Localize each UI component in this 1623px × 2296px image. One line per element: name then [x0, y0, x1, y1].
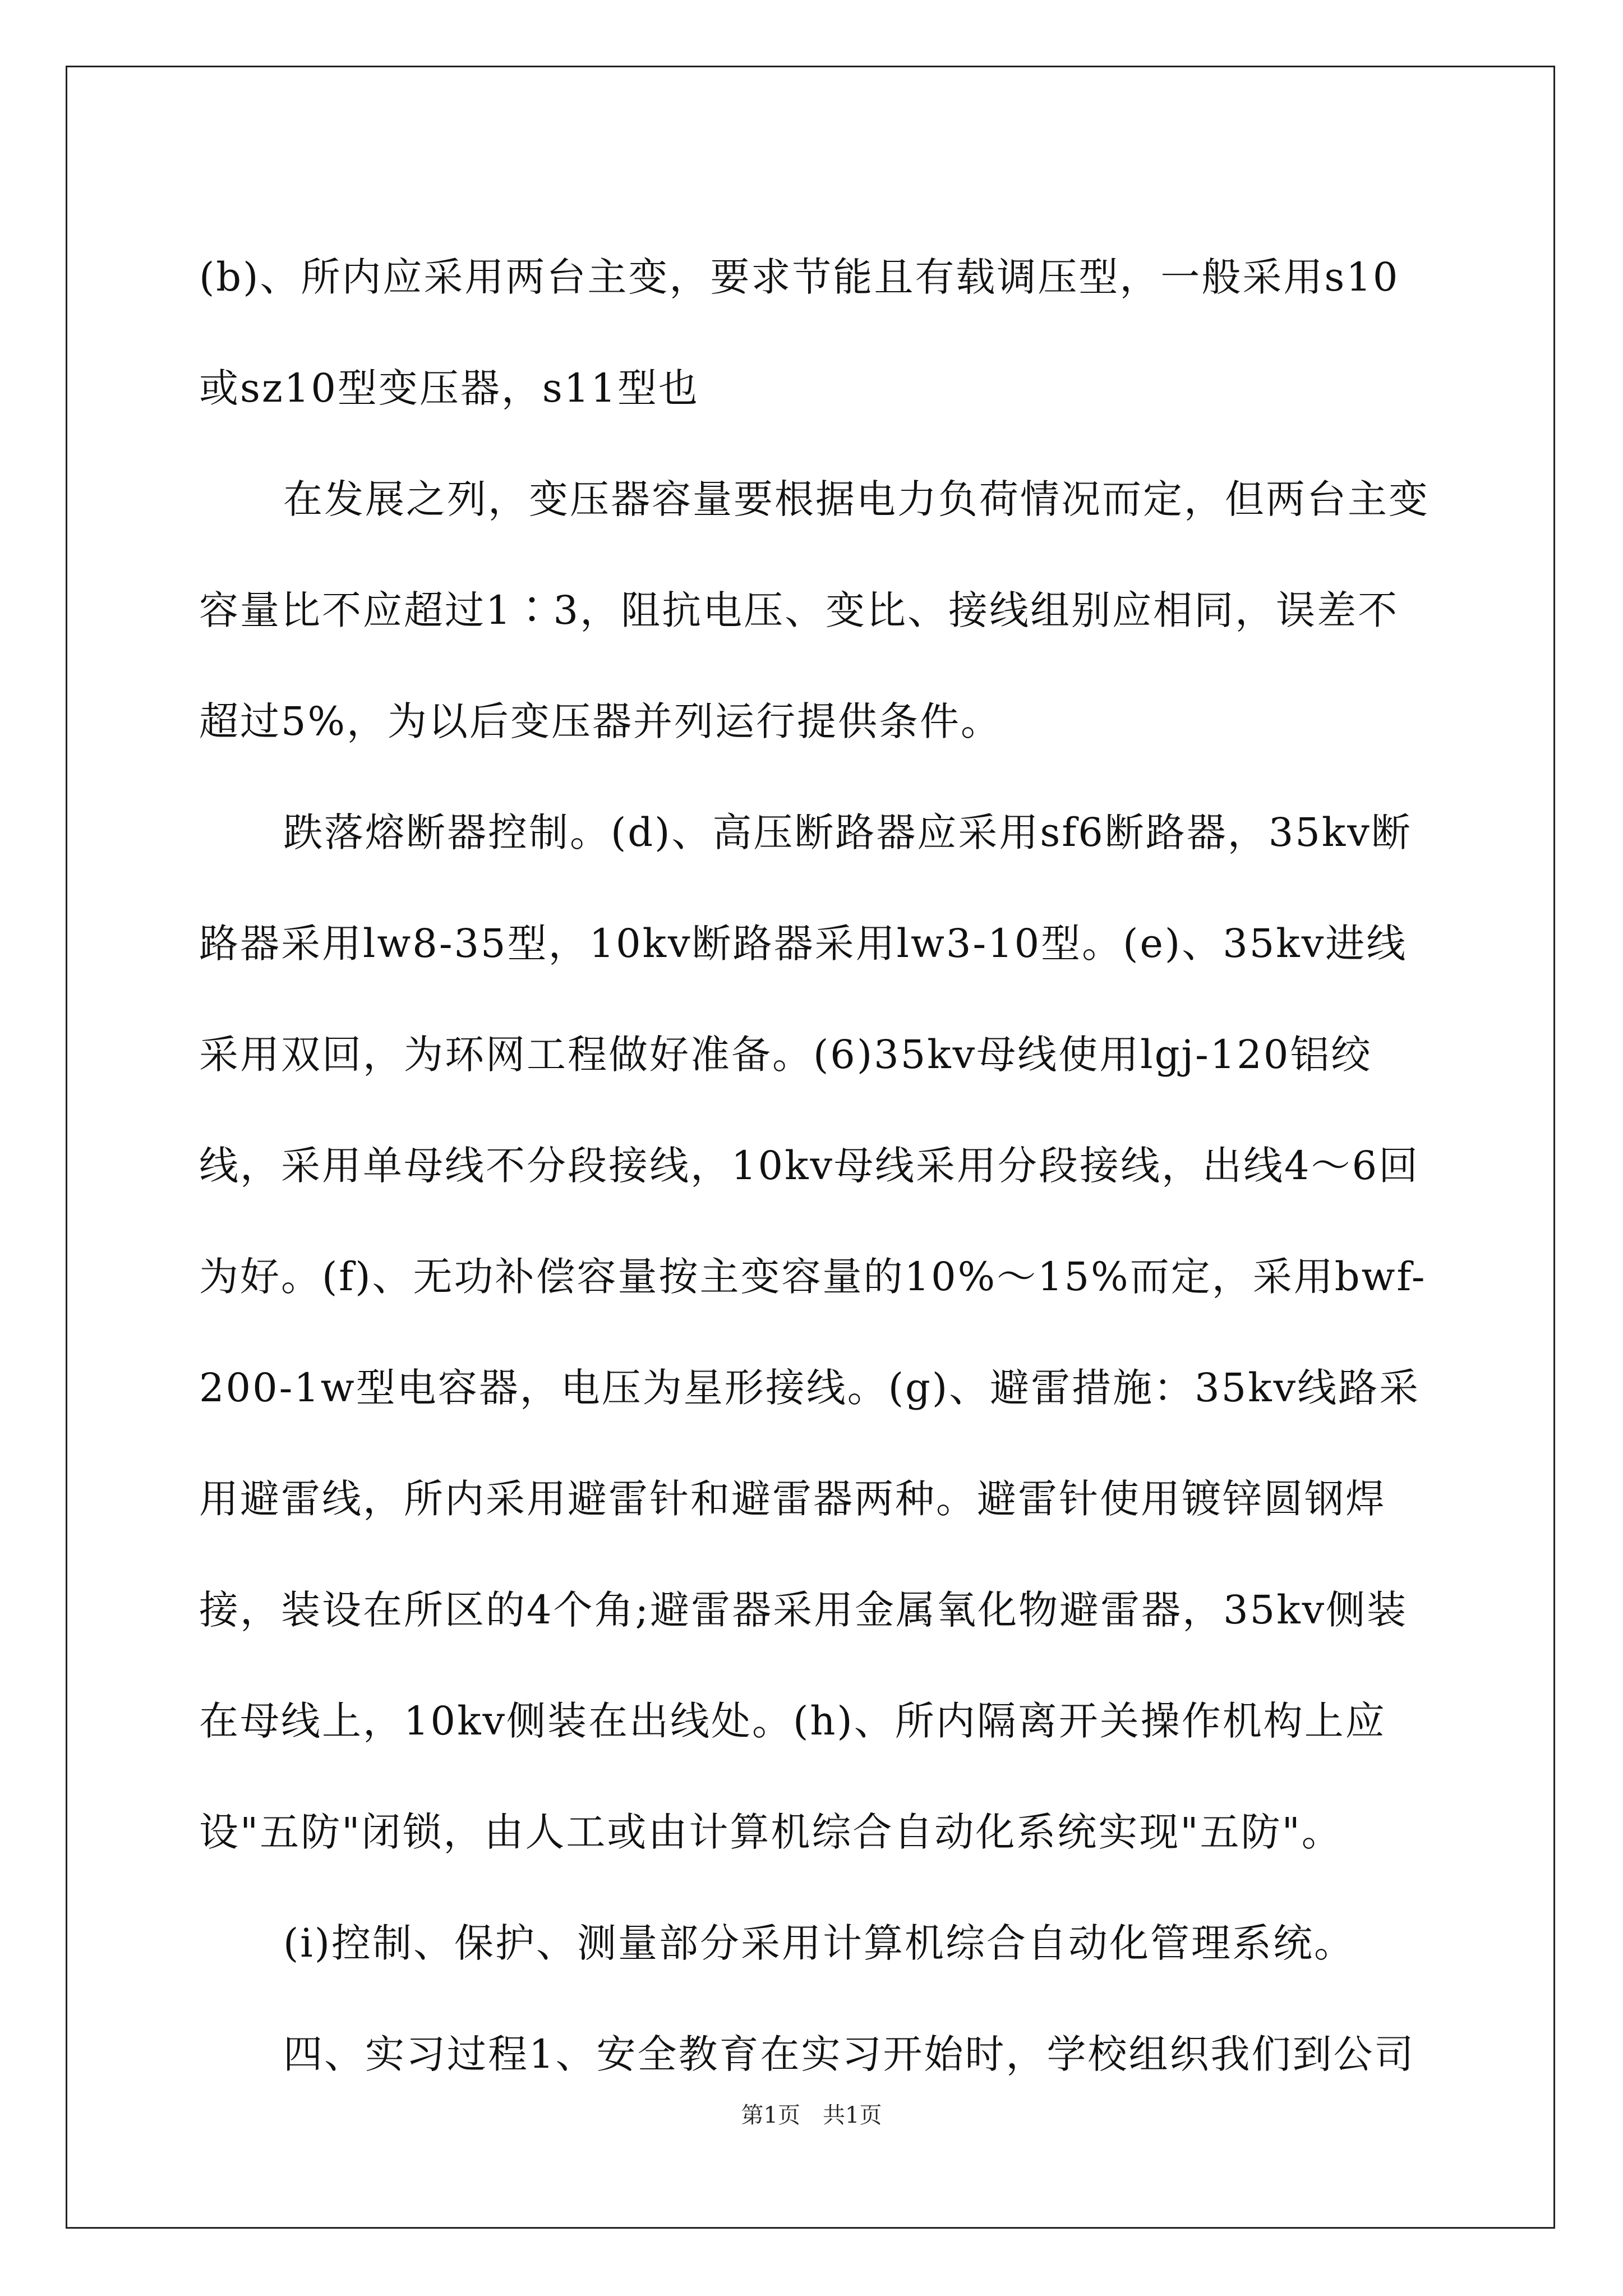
paragraph: 在发展之列，变压器容量要根据电力负荷情况而定，但两台主变容量比不应超过1∶3，阻抗电压、变比、接线组别应相同，误差不超过5%，为以后变压器并列运行提供条件。	[199, 476, 1430, 744]
page-number: 第1页 共1页	[741, 2102, 882, 2128]
document-body	[199, 222, 1430, 2110]
paragraph: 跌落熔断器控制。(d)、高压断路器应采用sf6断路器，35kv断路器采用lw8-35型，10kv断路器采用lw3-10型。(e)、35kv进线采用双回，为环网工程做好准备。(6)35kv母线使用lgj-120铝绞线，采用单母线不分段接线，10kv母线采用分段接线，出线4～6回为好。(f)、无功补偿容量按主变容量的10%～15%而定，采用bwf-200-1w型电容器，电压为星形接线。(g)、避雷措施：35kv线路采用避雷线，所内采用避雷针和避雷器两种。避雷针使用镀锌圆钢焊接，装设在所区的4个角;避雷器采用金属氧化物避雷器，35kv侧装在母线上，10kv侧装在出线处。(h)、所内隔离开关操作机构上应设"五防"闭锁，由人工或由计算机综合自动化系统实现"五防"。	[199, 809, 1427, 1855]
paragraph: 四、实习过程1、安全教育在实习开始时，学校组织我们到公司	[283, 2031, 1415, 2077]
paragraph: (i)控制、保护、测量部分采用计算机综合自动化管理系统。	[283, 1920, 1355, 1966]
paragraph: (b)、所内应采用两台主变，要求节能且有载调压型，一般采用s10或sz10型变压器，s11型也	[199, 254, 1400, 411]
